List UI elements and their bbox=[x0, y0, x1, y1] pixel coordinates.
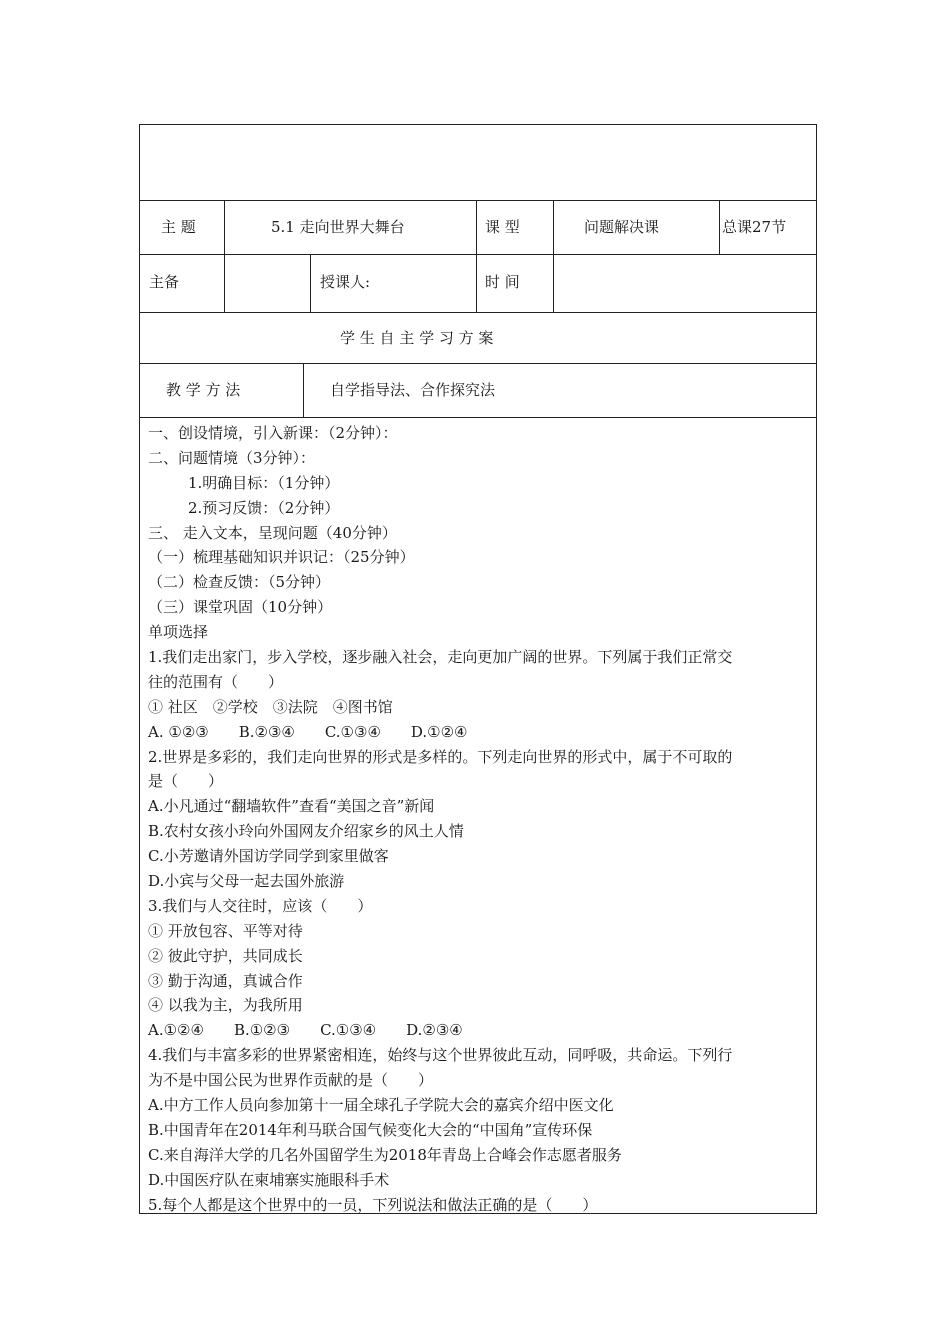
body-line: 三、 走入文本，呈现问题（40分钟） bbox=[148, 523, 397, 542]
method-value: 自学指导法、合作探究法 bbox=[330, 381, 496, 399]
row-divider bbox=[140, 254, 816, 255]
col-divider bbox=[224, 200, 225, 312]
lesson-body bbox=[148, 421, 812, 1218]
body-line: 2.世界是多彩的，我们走向世界的形式是多样的。下列走向世界的形式中，属于不可取的 bbox=[148, 747, 733, 766]
body-line: B.中国青年在2014年利马联合国气候变化大会的“中国角”宣传环保 bbox=[148, 1120, 593, 1139]
col-divider bbox=[719, 200, 720, 254]
body-line: 往的范围有（ ） bbox=[148, 672, 284, 691]
row-divider bbox=[140, 417, 816, 418]
body-line: D.中国医疗队在柬埔寨实施眼科手术 bbox=[148, 1170, 390, 1189]
body-line: 4.我们与丰富多彩的世界紧密相连，始终与这个世界彼此互动，同呼吸，共命运。下列行 bbox=[148, 1046, 733, 1065]
body-line: ④ 以我为主，为我所用 bbox=[148, 996, 303, 1015]
row-divider bbox=[140, 312, 816, 313]
body-line: 单项选择 bbox=[148, 623, 209, 642]
teacher-label: 授课人: bbox=[320, 273, 371, 291]
col-divider bbox=[303, 363, 304, 417]
body-line: A.①②④ B.①②③ C.①③④ D.②③④ bbox=[148, 1021, 463, 1040]
col-divider bbox=[553, 200, 554, 312]
row-divider bbox=[140, 363, 816, 364]
prep-label: 主备 bbox=[149, 273, 180, 291]
body-line: 为不是中国公民为世界作贡献的是（ ） bbox=[148, 1071, 434, 1090]
lesson-type-label: 课 型 bbox=[485, 218, 520, 236]
time-label: 时 间 bbox=[485, 273, 520, 291]
body-line: C.小芳邀请外国访学同学到家里做客 bbox=[148, 847, 389, 866]
body-line: A.中方工作人员向参加第十一届全球孔子学院大会的嘉宾介绍中医文化 bbox=[148, 1096, 614, 1115]
body-line: 2.预习反馈：（2分钟） bbox=[188, 498, 340, 517]
body-line: 1.明确目标：（1分钟） bbox=[188, 473, 340, 492]
topic-label: 主 题 bbox=[161, 218, 196, 236]
body-line: （三）课堂巩固（10分钟） bbox=[148, 598, 333, 617]
body-line: 1.我们走出家门，步入学校，逐步融入社会，走向更加广阔的世界。下列属于我们正常交 bbox=[148, 648, 733, 667]
row-divider bbox=[140, 200, 816, 201]
body-line: ② 彼此守护，共同成长 bbox=[148, 946, 303, 965]
body-line: （一）梳理基础知识并识记：（25分钟） bbox=[148, 548, 415, 567]
body-line: 5.每个人都是这个世界中的一员，下列说法和做法正确的是（ ） bbox=[148, 1195, 598, 1214]
body-line: ③ 勤于沟通，真诚合作 bbox=[148, 971, 303, 990]
body-line: 3.我们与人交往时，应该（ ） bbox=[148, 896, 373, 915]
lesson-plan-table bbox=[139, 124, 817, 1214]
col-divider bbox=[310, 254, 311, 312]
lesson-type-value: 问题解决课 bbox=[584, 218, 660, 236]
body-line: ① 开放包容、平等对待 bbox=[148, 921, 303, 940]
topic-value: 5.1 走向世界大舞台 bbox=[271, 218, 405, 236]
total-lessons: 总课27节 bbox=[722, 218, 787, 236]
body-line: B.农村女孩小玲向外国网友介绍家乡的风土人情 bbox=[148, 822, 464, 841]
body-line: 一、创设情境，引入新课：（2分钟）： bbox=[148, 424, 398, 442]
body-line: ① 社区 ②学校 ③法院 ④图书馆 bbox=[148, 697, 393, 716]
body-line: A.小凡通过“翻墙软件”查看“美国之音”新闻 bbox=[148, 797, 435, 816]
body-line: C.来自海洋大学的几名外国留学生为2018年青岛上合峰会作志愿者服务 bbox=[148, 1145, 622, 1164]
plan-title: 学 生 自 主 学 习 方 案 bbox=[340, 329, 494, 347]
body-line: D.小宾与父母一起去国外旅游 bbox=[148, 872, 345, 891]
body-line: 二、问题情境（3分钟）： bbox=[148, 448, 316, 467]
body-line: 是（ ） bbox=[148, 772, 224, 791]
col-divider bbox=[476, 200, 477, 312]
method-label: 教 学 方 法 bbox=[166, 381, 241, 399]
body-line: A. ①②③ B.②③④ C.①③④ D.①②④ bbox=[148, 722, 468, 741]
body-line: （二）检查反馈：（5分钟） bbox=[148, 573, 331, 592]
